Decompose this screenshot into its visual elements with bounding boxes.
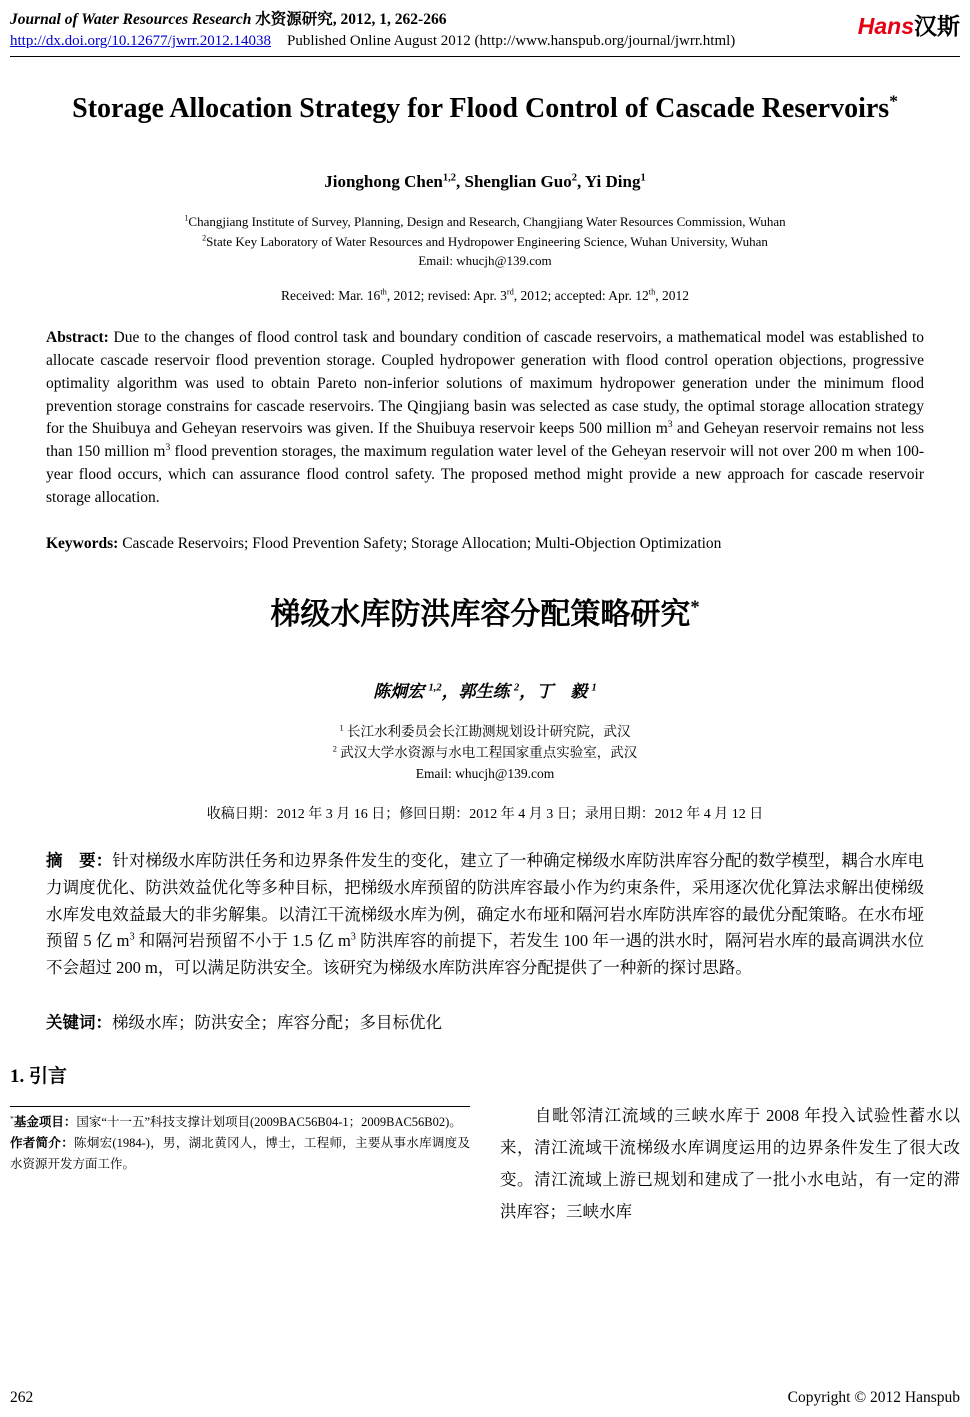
affiliation-en-1: $^1$Changjiang Institute of Survey, Planning, Design and Research, Changjiang Water Resources Commission, Wuhan <box>184 213 786 229</box>
two-column-area <box>10 1100 960 1229</box>
abstract-label-cn: 摘 要： <box>46 851 113 871</box>
doi-link[interactable]: http://dx.doi.org/10.12677/jwrr.2012.14038 <box>10 33 271 49</box>
hanspub-logo <box>858 8 960 41</box>
published-info: Published Online August 2012 (http://www.hanspub.org/journal/jwrr.html) <box>286 33 736 49</box>
footnote-author-bio: 作者简介：陈炯宏(1984-)，男，湖北黄冈人，博士，工程师，主要从事水库调度及水资源开发方面工作。 <box>10 1135 470 1171</box>
email-line-cn: Email: whucjh@139.com <box>415 766 555 782</box>
abstract-text-cn: 针对梯级水库防洪任务和边界条件发生的变化，建立了一种确定梯级水库防洪库容分配的数学模型，耦合水库电力调度优化、防洪效益优化等多种目标，把梯级水库预留的防洪库容最小作为约束条件，采用逐次优化算法求解出使梯级水库发电效益最大的非劣解集。以清江干流梯级水库为例，确定水布垭和隔河岩水库防洪库容的最优分配策略。在水布垭预留 5 亿 $m^3$ 和隔河岩预留不小于 1.5 亿 $m^3$ 防洪库容的前提下，若发生 100 年一遇的洪水时，隔河岩水库的最高调洪水位不会超过 200 m，可以满足防洪安全。该研究为梯级水库防洪库容分配提供了一种新的探讨思路。 <box>46 851 925 978</box>
paper-title-en: Storage Allocation Strategy for Flood Control of Cascade Reservoirs* <box>72 91 898 124</box>
abstract-en <box>46 327 924 509</box>
authors-cn: 陈炯宏 $^{1,2}$，郭生练 $^2$，丁 毅 $^1$ <box>373 682 597 702</box>
section-1-heading: 1. 引言 <box>10 1065 68 1087</box>
affiliations-en <box>10 212 960 271</box>
page-number: 262 <box>10 1389 34 1406</box>
left-column <box>10 1100 470 1229</box>
keywords-cn <box>46 1009 924 1033</box>
abstract-cn <box>46 848 924 982</box>
journal-title-line <box>10 7 735 29</box>
right-column <box>500 1100 960 1229</box>
affiliation-cn-1: $^1$ 长江水利委员会长江勘测规划设计研究院，武汉 <box>339 723 631 740</box>
hanspub-logo-cn-text: 汉斯 <box>914 13 960 39</box>
doi-line <box>10 33 735 50</box>
received-dates-cn: 收稿日期：2012 年 3 月 16 日；修回日期：2012 年 4 月 3 日；录用日期：2012 年 4 月 12 日 <box>206 807 764 823</box>
journal-title-en: Journal of Water Resources Research <box>10 11 252 28</box>
hanspub-logo-hans-text: Hans <box>857 13 914 39</box>
footnote-divider <box>10 1106 470 1107</box>
keywords-label-cn: 关键词： <box>46 1012 112 1032</box>
footnote-funding: *基金项目：国家“十一五”科技支撑计划项目(2009BAC56B04-1；2009BAC56B02)。 <box>10 1113 462 1129</box>
abstract-text-en: Due to the changes of flood control task and boundary condition of cascade reservoirs, a mathematical model was established to allocate cascade reservoir flood prevention storage. Coupled hydropower generation with flood control operation objections, progressive optimality algorithm was used to obtain Pareto non-inferior solutions of maximum hydropower generation under the minimum flood prevention storage constrains for cascade reservoirs. The Qingjiang basin was selected as case study, the optimal storage allocation strategy for the Shuibuya and Geheyan reservoirs was given. If the Shuibuya reservoir keeps 500 million $m^3$ and Geheyan reservoir remains not less than 150 million $m^3$ flood prevention storages, the maximum regulation water level of the Geheyan reservoir will not over 200 m when 100-year flood occurs, which can assurance flood control safety. The proposed method might provide a new approach for cascade reservoir storage allocation. <box>46 329 924 506</box>
journal-title-cn: 水资源研究, 2012, 1, 262-266 <box>251 11 447 28</box>
keywords-en <box>46 535 924 553</box>
journal-header-left <box>10 7 735 50</box>
affiliation-cn-2: $^2$ 武汉大学水资源与水电工程国家重点实验室，武汉 <box>332 744 638 761</box>
keywords-text-en: Cascade Reservoirs; Flood Prevention Safety; Storage Allocation; Multi-Objection Optimization <box>118 535 722 553</box>
footnote-block <box>10 1106 470 1175</box>
page-footer <box>10 1389 960 1407</box>
header-divider <box>10 56 960 57</box>
intro-paragraph: 自毗邻清江流域的三峡水库于 2008 年投入试验性蓄水以来，清江流域干流梯级水库调度运用的边界条件发生了很大改变。清江流域上游已规划和建成了一批小水电站，有一定的滞洪库容；三峡水库 <box>500 1105 960 1222</box>
email-line-en: Email: whucjh@139.com <box>418 253 552 269</box>
abstract-label-en: Abstract: <box>46 329 109 347</box>
paper-title-cn: 梯级水库防洪库容分配策略研究* <box>270 597 700 632</box>
keywords-text-cn: 梯级水库；防洪安全；库容分配；多目标优化 <box>112 1012 442 1032</box>
keywords-label-en: Keywords: <box>46 535 119 553</box>
journal-header <box>10 7 960 50</box>
received-dates-en: Received: Mar. 16th, 2012; revised: Apr. 3rd, 2012; accepted: Apr. 12th, 2012 <box>280 287 690 304</box>
authors-en: Jionghong Chen$^{1,2}$, Shenglian Guo$^2$, Yi Ding$^1$ <box>324 171 646 191</box>
affiliation-en-2: $^2$State Key Laboratory of Water Resources and Hydropower Engineering Science, Wuhan University, Wuhan <box>202 233 768 249</box>
affiliations-cn <box>10 722 960 785</box>
copyright-text: Copyright © 2012 Hanspub <box>787 1389 960 1406</box>
